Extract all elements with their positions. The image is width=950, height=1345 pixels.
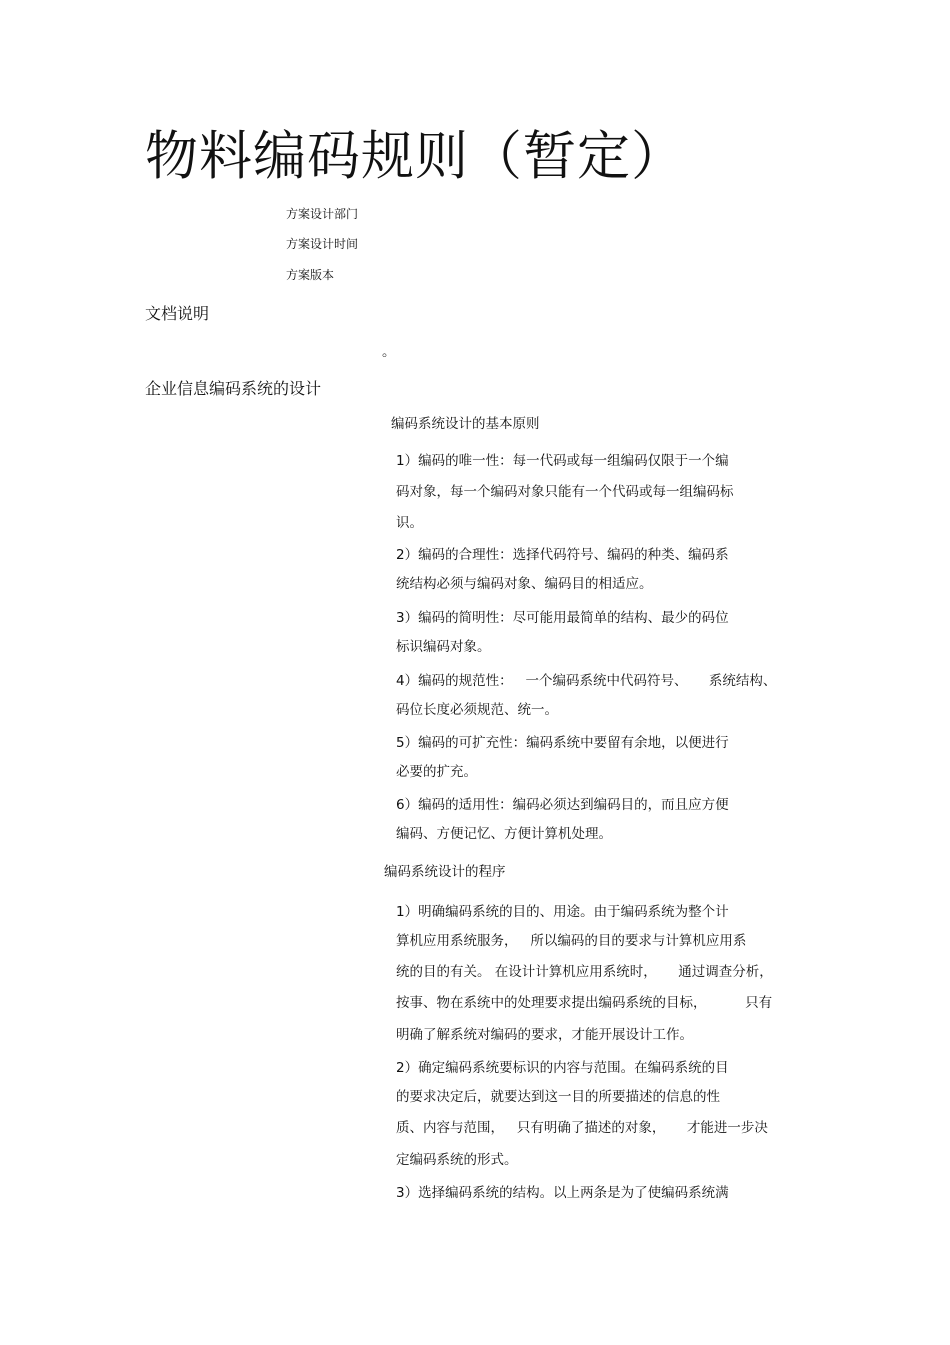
procedure-line: 3）选择编码系统的结构。以上两条是为了使编码系统满 <box>396 1185 729 1201</box>
subheading-principles: 编码系统设计的基本原则 <box>391 416 540 432</box>
principles-line: 6）编码的适用性：编码必须达到编码目的，而且应方便 <box>396 797 729 813</box>
procedure-line: 算机应用系统服务， 所以编码的目的要求与计算机应用系 <box>396 933 747 949</box>
section-heading-doc-desc: 文档说明 <box>145 304 210 323</box>
principles-line: 4）编码的规范性： 一个编码系统中代码符号、 系统结构、 <box>396 673 777 689</box>
principles-line: 必要的扩充。 <box>396 764 477 780</box>
principles-line: 3）编码的简明性：尽可能用最简单的结构、最少的码位 <box>396 610 729 626</box>
principles-line: 编码、方便记忆、方便计算机处理。 <box>396 826 612 842</box>
meta-time-label: 方案设计时间 <box>286 237 359 251</box>
procedure-line: 1）明确编码系统的目的、用途。由于编码系统为整个计 <box>396 904 729 920</box>
principles-line: 5）编码的可扩充性：编码系统中要留有余地，以便进行 <box>396 735 729 751</box>
procedure-line: 明确了解系统对编码的要求，才能开展设计工作。 <box>396 1027 693 1043</box>
procedure-line: 的要求决定后，就要达到这一目的所要描述的信息的性 <box>396 1089 720 1105</box>
principles-line: 码对象，每一个编码对象只能有一个代码或每一组编码标 <box>396 484 734 500</box>
principles-line: 2）编码的合理性：选择代码符号、编码的种类、编码系 <box>396 547 729 563</box>
principles-line: 码位长度必须规范、统一。 <box>396 702 558 718</box>
principles-line: 标识编码对象。 <box>396 639 491 655</box>
procedure-line: 按事、物在系统中的处理要求提出编码系统的目标， 只有 <box>396 995 773 1011</box>
procedure-line: 定编码系统的形式。 <box>396 1152 518 1168</box>
procedure-line: 2）确定编码系统要标识的内容与范围。在编码系统的目 <box>396 1060 729 1076</box>
doc-desc-content: 。 <box>382 344 396 360</box>
document-title: 物料编码规则（暂定） <box>145 126 685 187</box>
meta-department-label: 方案设计部门 <box>286 207 359 221</box>
principles-line: 1）编码的唯一性：每一代码或每一组编码仅限于一个编 <box>396 453 729 469</box>
meta-version-label: 方案版本 <box>286 268 335 282</box>
section-heading-design: 企业信息编码系统的设计 <box>145 379 322 398</box>
subheading-procedure: 编码系统设计的程序 <box>384 864 506 880</box>
principles-line: 统结构必须与编码对象、编码目的相适应。 <box>396 576 653 592</box>
procedure-line: 质、内容与范围， 只有明确了描述的对象， 才能进一步决 <box>396 1120 768 1136</box>
procedure-line: 统的目的有关。 在设计计算机应用系统时， 通过调查分析， <box>396 964 773 980</box>
principles-line: 识。 <box>396 515 423 531</box>
